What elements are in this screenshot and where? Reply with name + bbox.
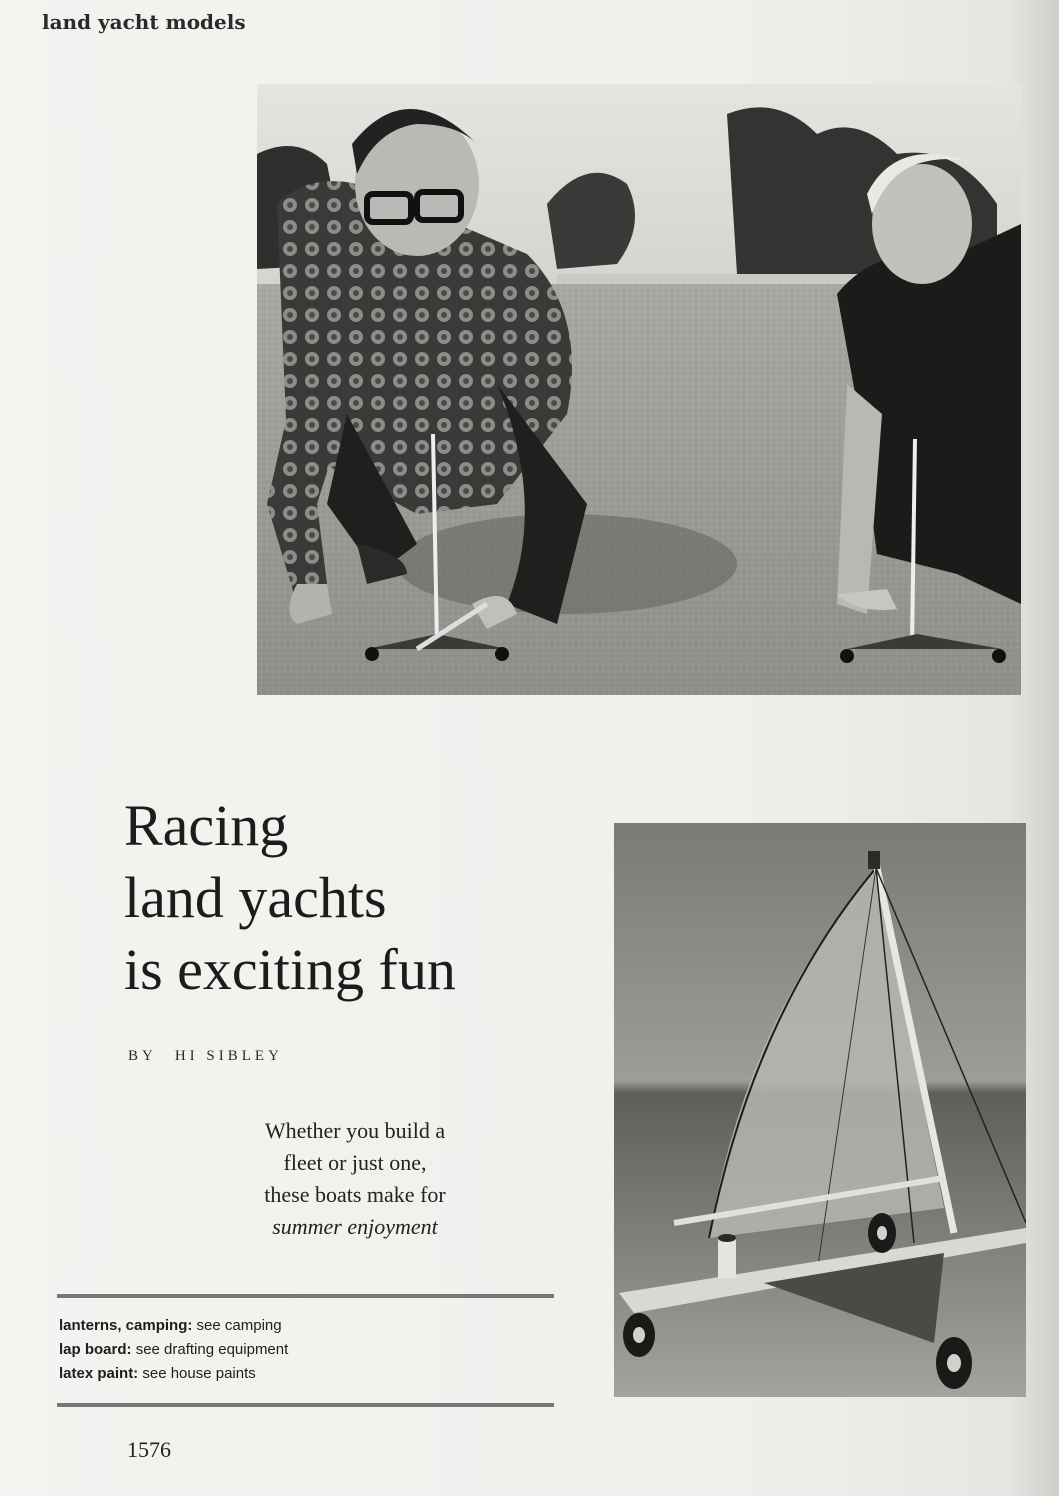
index-entry [59, 1314, 539, 1338]
index-ref: see house paints [142, 1365, 256, 1382]
headline-line-1: Racing [124, 793, 289, 858]
deck-line-1: Whether you build a [264, 1118, 446, 1143]
deck-italic-line: summer enjoyment [272, 1214, 438, 1239]
index-term: lanterns, camping: [59, 1317, 193, 1334]
top-photo-illustration [257, 84, 1021, 695]
bottom-photo [614, 823, 1026, 1397]
index-ref: see drafting equipment [135, 1341, 289, 1358]
deck [200, 1115, 510, 1243]
index-rule-bottom [57, 1403, 554, 1407]
index-entry [59, 1362, 539, 1386]
index-ref: see camping [196, 1317, 282, 1334]
headline-line-3: is exciting fun [124, 937, 456, 1002]
deck-line-2: fleet or just one, [283, 1150, 427, 1175]
index-term: latex paint: [59, 1365, 139, 1382]
index-entry [59, 1338, 539, 1362]
headline-line-2: land yachts [124, 865, 387, 930]
index-term: lap board: [59, 1341, 132, 1358]
byline-by: BY [128, 1048, 157, 1064]
running-head: land yacht models [42, 10, 246, 34]
page-number: 1576 [127, 1437, 171, 1462]
index-rule-top [57, 1294, 554, 1298]
byline [128, 1048, 283, 1065]
deck-line-3: these boats make for [264, 1182, 446, 1207]
headline [124, 790, 584, 1006]
byline-author: HI SIBLEY [174, 1048, 283, 1064]
bottom-photo-illustration [614, 823, 1026, 1397]
top-photo [257, 84, 1021, 695]
index-entries [59, 1314, 539, 1386]
